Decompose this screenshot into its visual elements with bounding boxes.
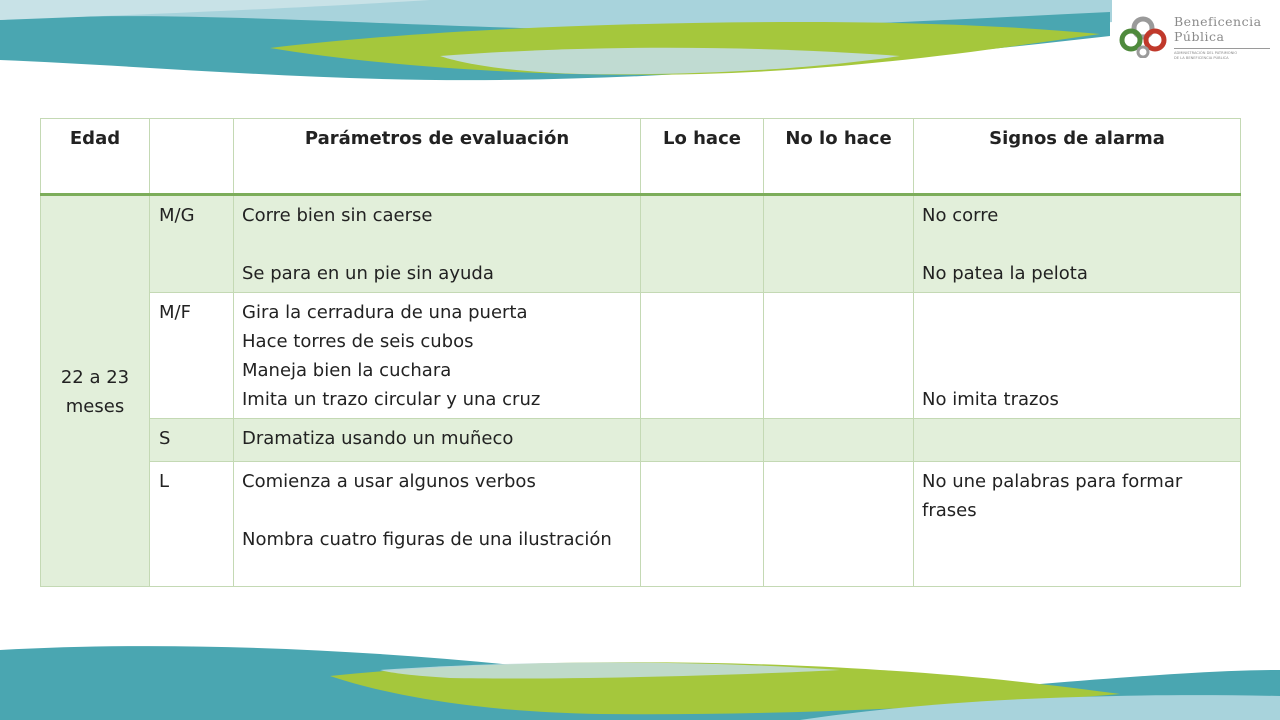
alarm-cell [914,419,1241,462]
header-no-lo-hace: No lo hace [764,119,914,195]
area-cell: S [150,419,234,462]
table-row [41,419,1241,462]
logo-subtitle-line1: ADMINISTRACIÓN DEL PATRIMONIO [1174,51,1238,55]
lo-hace-cell[interactable] [641,462,764,587]
age-cell: 22 a 23 meses [41,195,150,587]
alarm-text: No corre [922,205,999,226]
param-text: Hace torres de seis cubos [242,331,474,352]
table-header-row [41,119,1241,195]
param-text: Corre bien sin caerse [242,205,433,226]
area-cell: M/F [150,293,234,419]
logo-title-line1: Beneficencia [1174,14,1262,29]
lo-hace-cell[interactable] [641,419,764,462]
bottom-wave-decoration [0,630,1280,720]
param-text: Dramatiza usando un muñeco [242,428,514,449]
alarm-cell [914,195,1241,293]
alarm-cell [914,462,1241,587]
no-lo-hace-cell[interactable] [764,419,914,462]
logo-title-line2: Pública [1174,29,1225,44]
params-cell [234,195,641,293]
table-row [41,462,1241,587]
param-text: Maneja bien la cuchara [242,360,452,381]
alarm-text: No imita trazos [922,389,1059,410]
beneficencia-publica-logo [1112,0,1280,66]
logo-title [1174,14,1262,44]
header-area [150,119,234,195]
lo-hace-cell[interactable] [641,195,764,293]
logo-divider [1174,48,1270,49]
top-wave-decoration [0,0,1280,110]
header-edad: Edad [41,119,150,195]
param-text: Nombra cuatro figuras de una ilustración [242,529,612,550]
param-text: Imita un trazo circular y una cruz [242,389,541,410]
params-cell [234,419,641,462]
interlocking-rings-icon [1116,8,1170,58]
logo-subtitle-line2: DE LA BENEFICENCIA PÚBLICA [1174,55,1229,60]
params-cell [234,293,641,419]
table-row [41,195,1241,293]
logo-subtitle [1174,51,1237,60]
table-row [41,293,1241,419]
area-cell: M/G [150,195,234,293]
param-text: Gira la cerradura de una puerta [242,302,528,323]
param-text: Se para en un pie sin ayuda [242,263,494,284]
param-text: Comienza a usar algunos verbos [242,471,536,492]
no-lo-hace-cell[interactable] [764,195,914,293]
alarm-text: No patea la pelota [922,263,1088,284]
header-parametros: Parámetros de evaluación [234,119,641,195]
no-lo-hace-cell[interactable] [764,293,914,419]
no-lo-hace-cell[interactable] [764,462,914,587]
alarm-text: No une palabras para formar frases [922,471,1183,521]
lo-hace-cell[interactable] [641,293,764,419]
evaluation-table [40,118,1241,587]
header-signos-alarma: Signos de alarma [914,119,1241,195]
params-cell [234,462,641,587]
alarm-cell [914,293,1241,419]
area-cell: L [150,462,234,587]
header-lo-hace: Lo hace [641,119,764,195]
